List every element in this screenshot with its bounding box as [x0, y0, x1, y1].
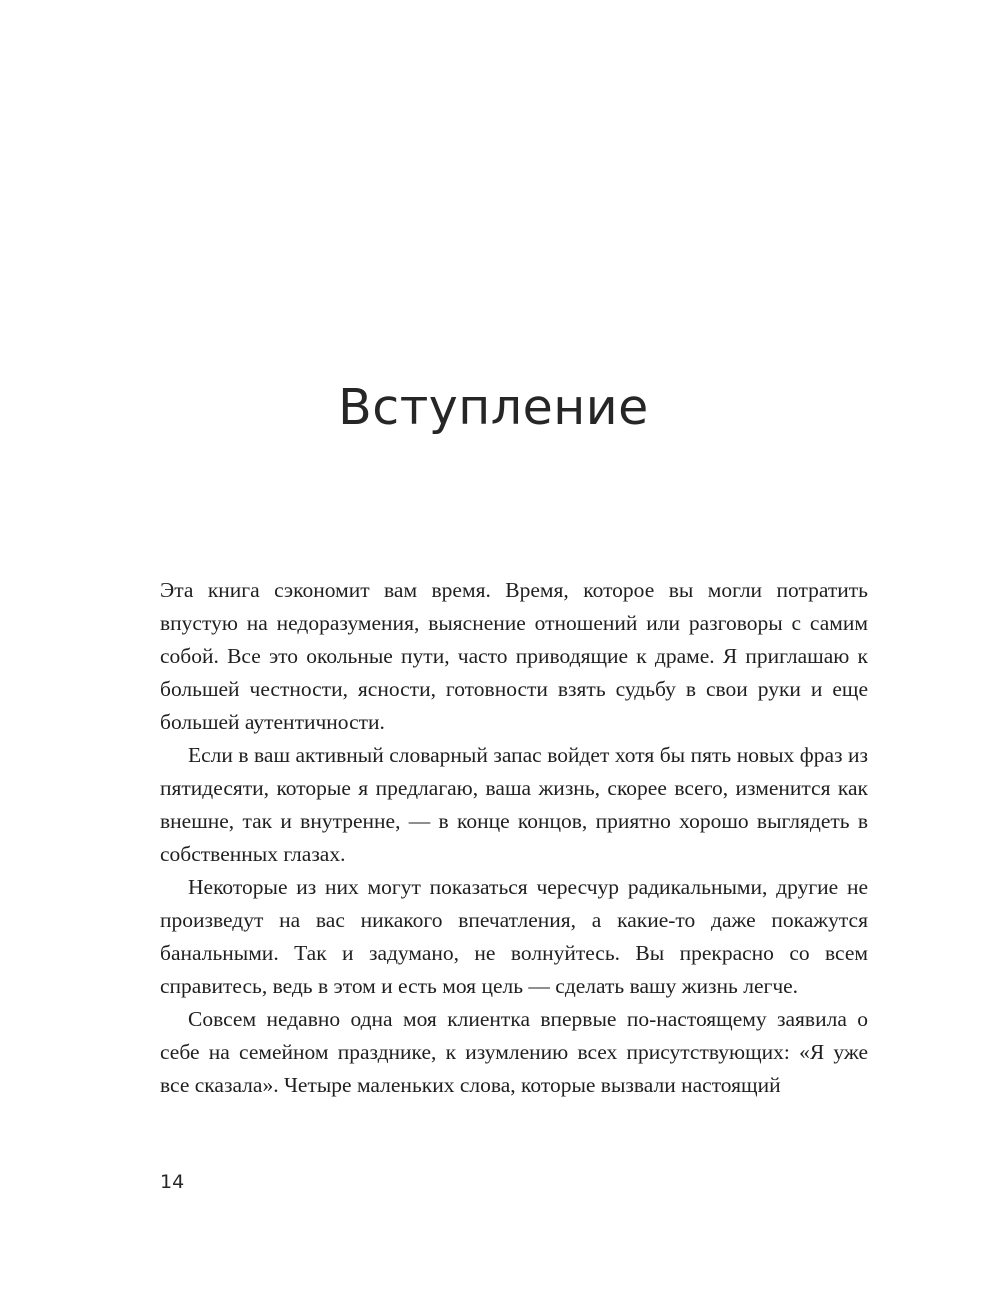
- paragraph-3: Некоторые из них могут показаться чересчур радикальными, другие не произведут на вас никакого впечатления, а какие-то даже покажутся банальными. Так и задумано, не волнуйтесь. Вы прекрасно со всем справитесь, ведь в этом и есть моя цель — сделать вашу жизнь легче.: [160, 875, 868, 998]
- paragraph-2: Если в ваш активный словарный запас войдет хотя бы пять новых фраз из пятидесяти, которые я предлагаю, ваша жизнь, скорее всего, изменится как внешне, так и внутренне, — в конце концов, приятно хорошо выглядеть в собственных глазах.: [160, 743, 868, 866]
- paragraph-1: Эта книга сэкономит вам время. Время, которое вы могли потратить впустую на недоразумения, выяснение отношений или разговоры с самим собой. Все это окольные пути, часто приводящие к драме. Я приглашаю к большей честности, ясности, готовности взять судьбу в свои руки и еще большей аутентичности.: [160, 578, 868, 734]
- chapter-title: Вступление: [338, 379, 649, 436]
- body-text: [160, 574, 868, 1102]
- page-number: 14: [160, 1171, 185, 1193]
- paragraph-4: Совсем недавно одна моя клиентка впервые по-настоящему заявила о себе на семейном празднике, к изумлению всех присутствующих: «Я уже все сказала». Четыре маленьких слова, которые вызвали настоящий: [160, 1007, 868, 1097]
